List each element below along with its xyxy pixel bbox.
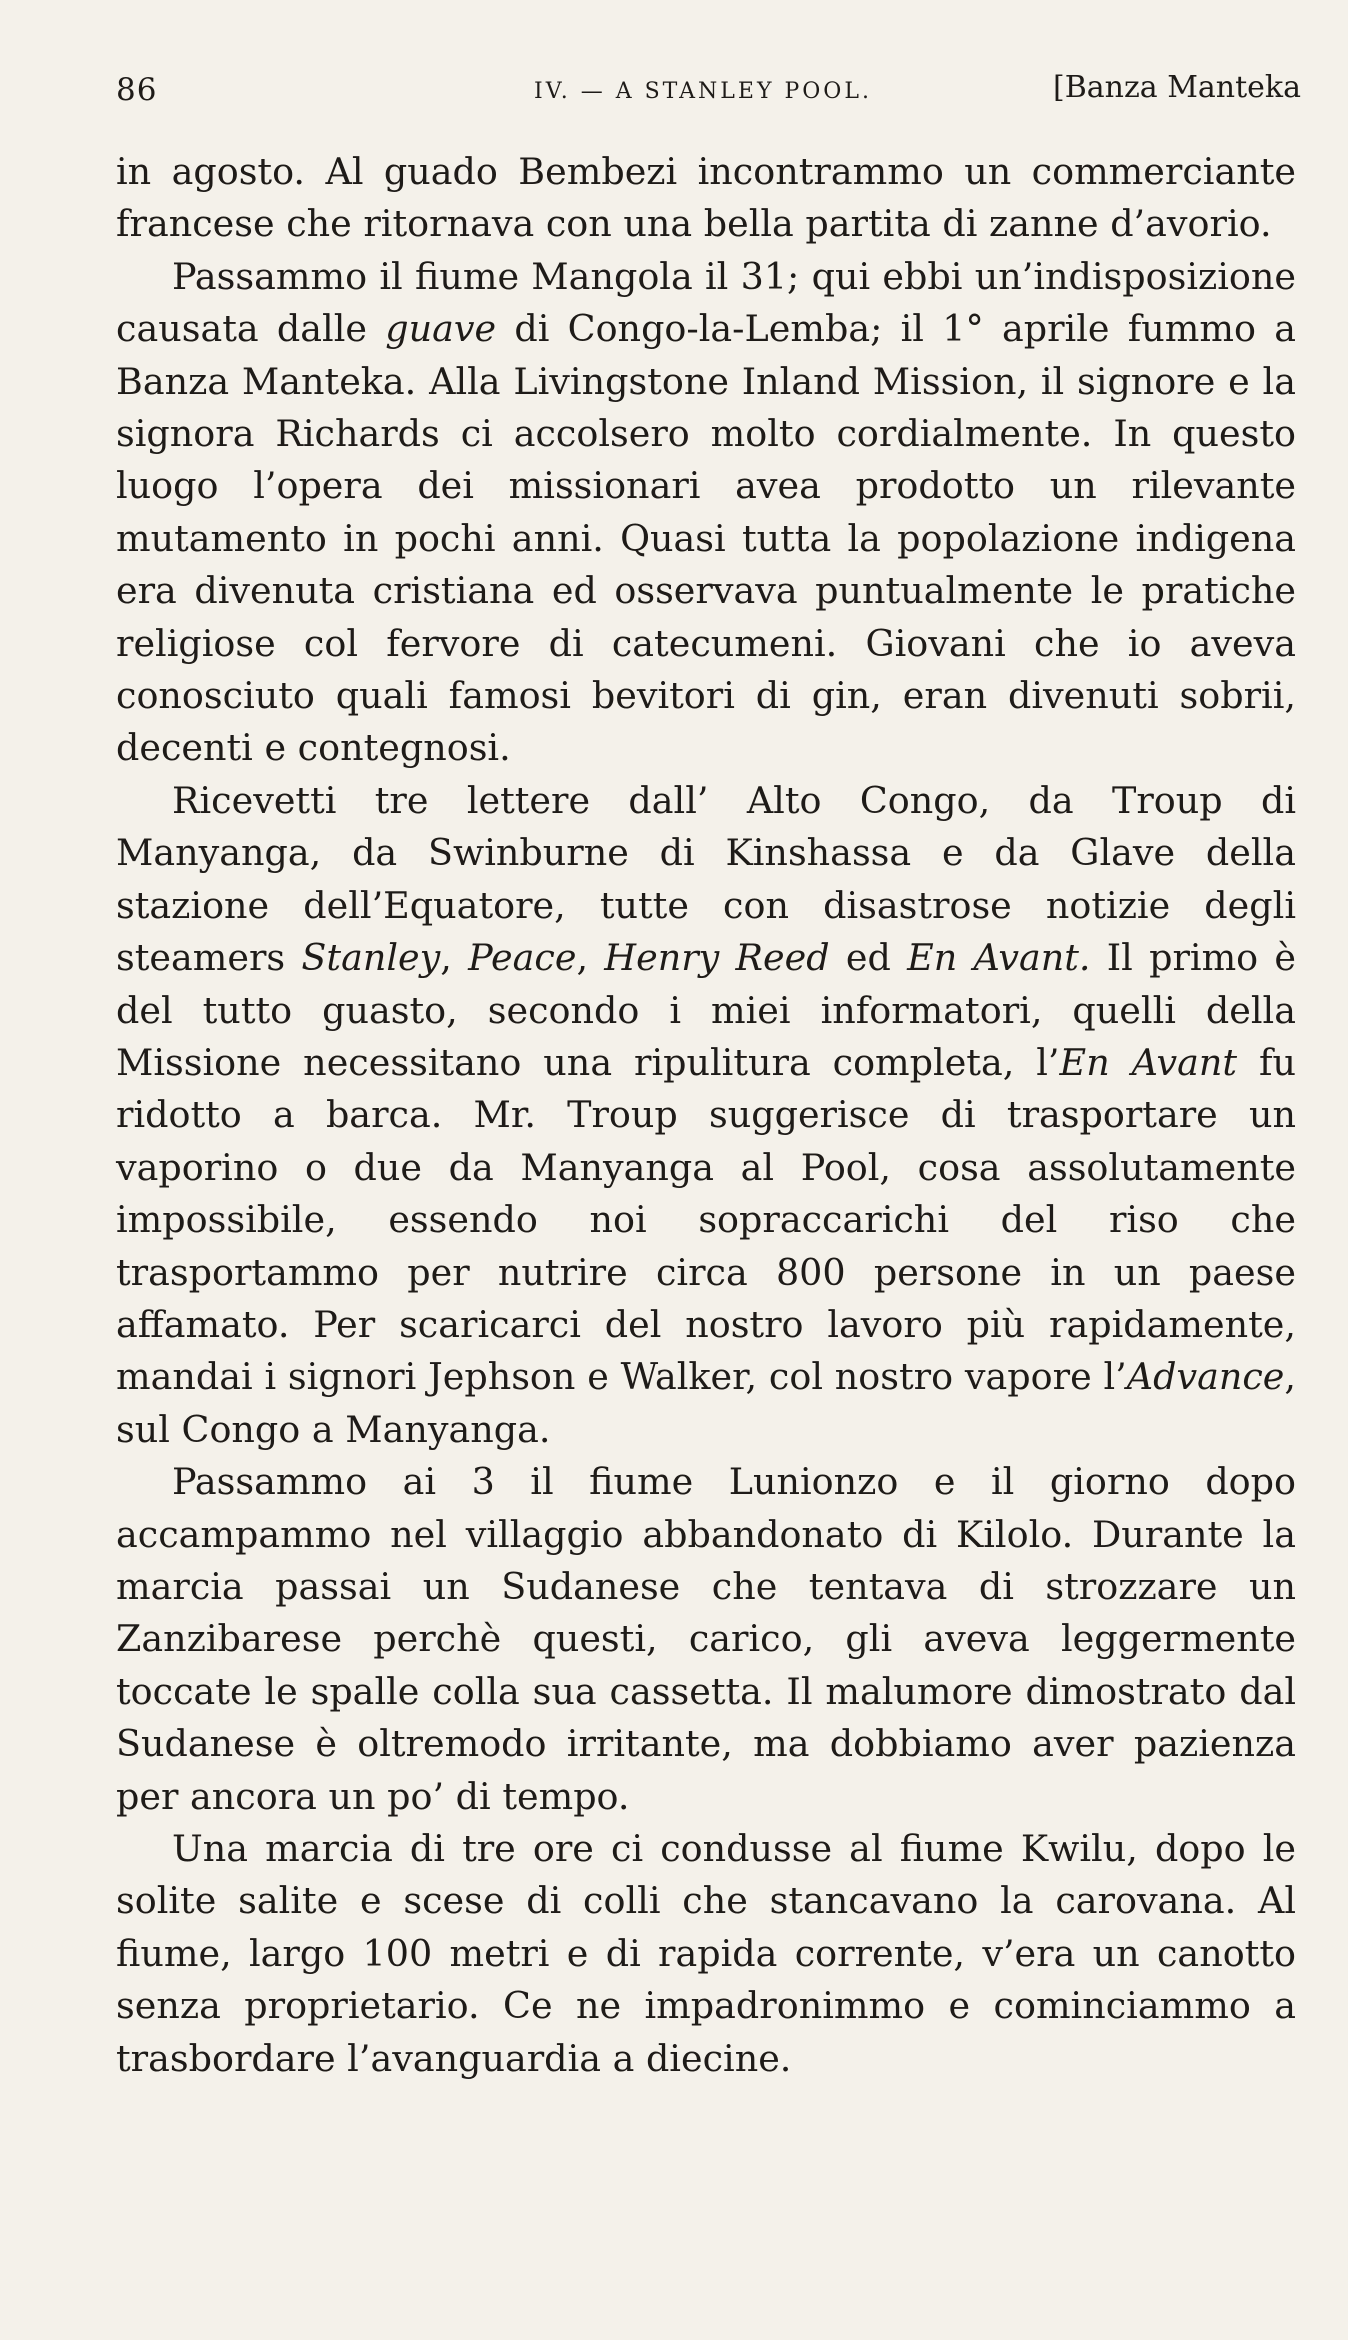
- italic-advance: Advance: [1126, 1355, 1285, 1399]
- running-place-name: [Banza Manteka: [1053, 70, 1301, 105]
- paragraph-2: Passammo il fiume Mangola il 31; qui ebbi un’indisposizione causata dalle guave di Congo-la-Lemba; il 1° aprile fummo a Banza Manteka. Alla Livingstone Inland Mission, il signore e la signora Richards ci accolsero molto cordialmente. In questo luogo l’opera dei missionari avea prodotto un rilevante mutamento in pochi anni. Quasi tutta la popolazione indigena era divenuta cristiana ed osservava puntualmente le pratiche religiose col fervore di catecumeni. Giovani che io aveva conosciuto quali famosi bevitori di gin, eran divenuti sobrii, decenti e contegnosi.: [116, 254, 1296, 770]
- paragraph-4: Passammo ai 3 il fiume Lunionzo e il giorno dopo accampammo nel villaggio abbandonato di Kilolo. Durante la marcia passai un Sudanese che tentava di strozzare un Zanzibarese perchè questi, carico, gli aveva leggermente toccate le spalle colla sua cassetta. Il malumore dimostrato dal Sudanese è oltremodo irritante, ma dobbiamo aver pazienza per ancora un po’ di tempo.: [116, 1460, 1296, 1818]
- running-head: [116, 62, 1301, 112]
- body-text: [116, 146, 1296, 2085]
- italic-en-avant-2: En Avant: [1059, 1040, 1238, 1084]
- italic-guave: guave: [385, 307, 497, 351]
- italic-stanley: Stanley: [301, 936, 441, 980]
- paragraph-3: Ricevetti tre lettere dall’ Alto Congo, da Troup di Manyanga, da Swinburne di Kinshassa e da Glave della stazione dell’Equatore, tutte con disastrose notizie degli steamers Stanley, Peace, Henry Reed ed En Avant. Il primo è del tutto guasto, secondo i miei informatori, quelli della Missione necessitano una ripulitura completa, l’En Avant fu ridotto a barca. Mr. Troup suggerisce di trasportare un vaporino o due da Manyanga al Pool, cosa assolutamente impossibile, essendo noi sopraccarichi del riso che trasportammo per nutrire circa 800 persone in un paese affamato. Per scaricarci del nostro lavoro più rapidamente, mandai i signori Jephson e Walker, col nostro vapore l’Advance, sul Congo a Manyanga.: [116, 778, 1296, 1451]
- paragraph-5: Una marcia di tre ore ci condusse al fiume Kwilu, dopo le solite salite e scese di colli che stancavano la carovana. Al fiume, largo 100 metri e di rapida corrente, v’era un canotto senza proprietario. Ce ne impadronimmo e cominciammo a trasbordare l’avanguardia a diecine.: [116, 1827, 1296, 2080]
- italic-peace: Peace: [468, 936, 577, 980]
- italic-henry-reed: Henry Reed: [604, 936, 830, 980]
- chapter-running-title: IV. — A STANLEY POOL.: [534, 79, 872, 104]
- paragraph-1: in agosto. Al guado Bembezi incontrammo un commerciante francese che ritornava con una bella partita di zanne d’avorio.: [116, 150, 1296, 246]
- page-number: 86: [116, 72, 158, 108]
- italic-en-avant: En Avant.: [907, 936, 1091, 980]
